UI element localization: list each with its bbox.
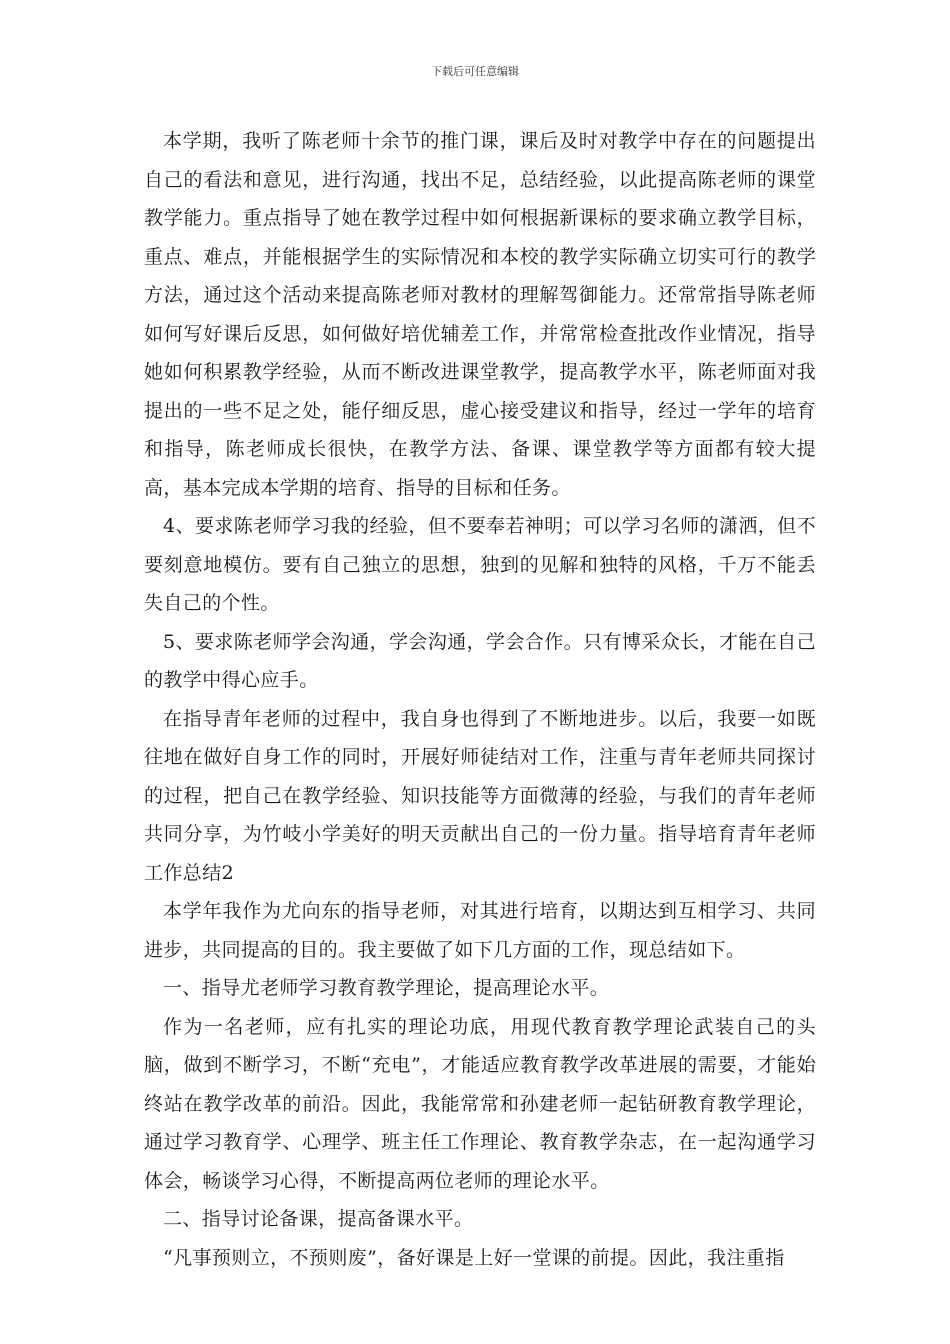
document-body <box>144 122 816 1277</box>
paragraph-1: 本学期，我听了陈老师十余节的推门课，课后及时对教学中存在的问题提出自己的看法和意见，进行沟通，找出不足，总结经验，以此提高陈老师的课堂教学能力。重点指导了她在教学过程中如何根据新课标的要求确立教学目标，重点、难点，并能根据学生的实际情况和本校的教学实际确立切实可行的教学方法，通过这个活动来提高陈老师对教材的理解驾御能力。还常常指导陈老师如何写好课后反思，如何做好培优辅差工作，并常常检查批改作业情况，指导她如何积累教学经验，从而不断改进课堂教学，提高教学水平，陈老师面对我提出的一些不足之处，能仔细反思，虚心接受建议和指导，经过一学年的培育和指导，陈老师成长很快，在教学方法、备课、课堂教学等方面都有较大提高，基本完成本学期的培育、指导的目标和任务。 <box>144 130 816 499</box>
page-header: 下载后可任意编辑 <box>431 65 519 78</box>
paragraph-3: 5、要求陈老师学会沟通，学会沟通，学会合作。只有博采众长，才能在自己的教学中得心应手。 <box>144 630 816 691</box>
paragraph-6: 作为一名老师，应有扎实的理论功底，用现代教育教学理论武装自己的头脑，做到不断学习，不断“充电”，才能适应教育教学改革进展的需要，才能始终站在教学改革的前沿。因此，我能常常和孙建老师一起钻研教育教学理论，通过学习教育学、心理学、班主任工作理论、教育教学杂志，在一起沟通学习体会，畅谈学习心得，不断提高两位老师的理论水平。 <box>144 1015 816 1192</box>
paragraph-7: “凡事预则立，不预则废”，备好课是上好一堂课的前提。因此，我注重指 <box>163 1246 785 1269</box>
paragraph-4: 在指导青年老师的过程中，我自身也得到了不断地进步。以后，我要一如既往地在做好自身工作的同时，开展好师徒结对工作，注重与青年老师共同探讨的过程，把自己在教学经验、知识技能等方面微薄的经验，与我们的青年老师共同分享，为竹岐小学美好的明天贡献出自己的一份力量。指导培育青年老师工作总结2 <box>144 707 816 884</box>
section-heading-1: 一、指导尤老师学习教育教学理论，提高理论水平。 <box>163 977 610 999</box>
section-heading-2: 二、指导讨论备课，提高备课水平。 <box>163 1208 474 1230</box>
paragraph-5: 本学年我作为尤向东的指导老师，对其进行培育，以期达到互相学习、共同进步，共同提高的目的。我主要做了如下几方面的工作，现总结如下。 <box>144 900 816 961</box>
paragraph-2: 4、要求陈老师学习我的经验，但不要奉若神明；可以学习名师的潇洒，但不要刻意地模仿。要有自己独立的思想，独到的见解和独特的风格，千万不能丢失自己的个性。 <box>144 515 816 614</box>
